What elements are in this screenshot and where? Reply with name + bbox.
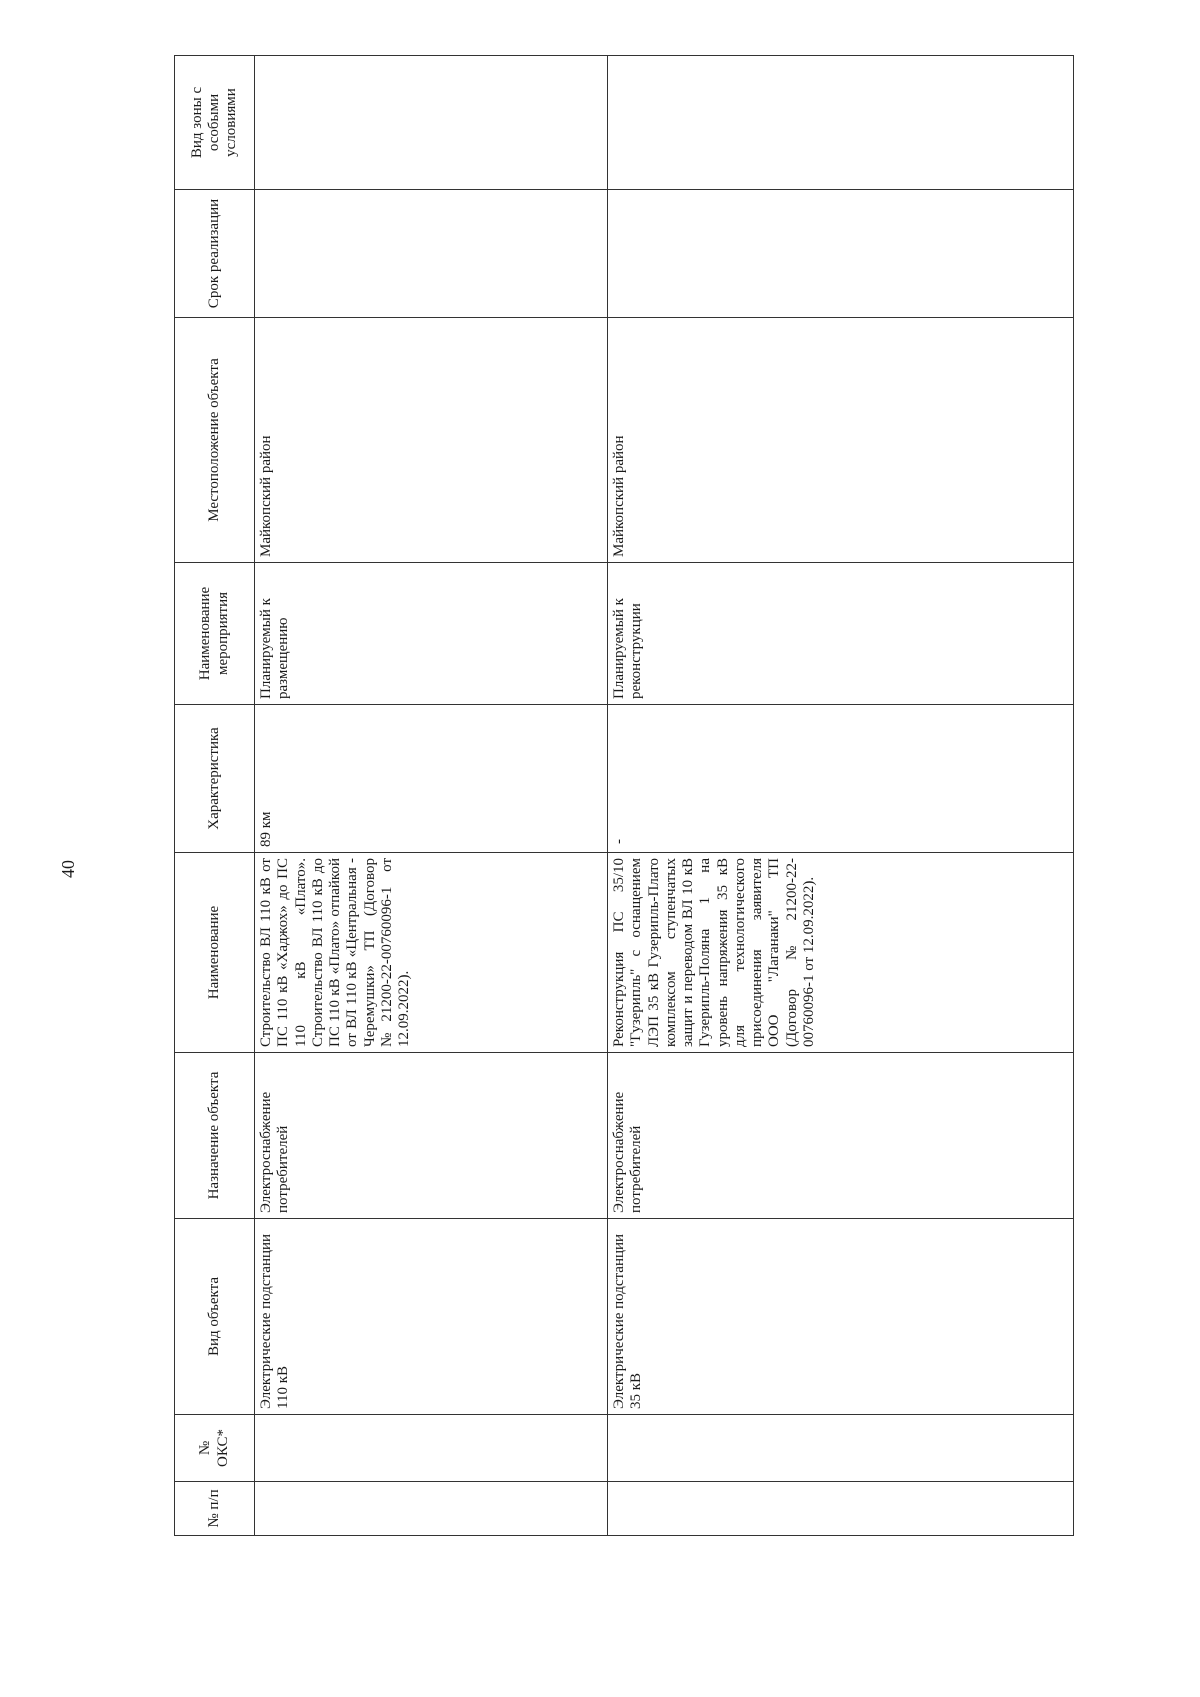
cell-location: Майкопский район bbox=[255, 318, 608, 563]
cell-characteristic: 89 км bbox=[255, 705, 608, 853]
cell-object-type: Электрические подстанции 35 кВ bbox=[608, 1219, 1074, 1415]
cell-location: Майкопский район bbox=[608, 318, 1074, 563]
cell-num bbox=[608, 1482, 1074, 1536]
header-characteristic: Характеристика bbox=[175, 705, 255, 853]
cell-measure: Планируемый к реконструкции bbox=[608, 563, 1074, 705]
header-oks: № ОКС* bbox=[175, 1415, 255, 1482]
header-location: Местоположение объекта bbox=[175, 318, 255, 563]
cell-zone bbox=[608, 56, 1074, 190]
header-measure: Наименование мероприятия bbox=[175, 563, 255, 705]
cell-num bbox=[255, 1482, 608, 1536]
page-number: 40 bbox=[58, 860, 78, 878]
cell-term bbox=[255, 190, 608, 318]
cell-name: Реконструкция ПС 35/10 "Гузерипль" с оснащением ЛЭП 35 кВ Гузерипль-Плато комплексом ступенчатых защит и переводом ВЛ 10 кВ Гузерипль-Поляна 1 на уровень напряжения 35 кВ для технологического присоединения заявителя ООО "Лаганаки" ТП (Договор №21200-22-00760096-1 от 12.09.2022). bbox=[608, 853, 1074, 1053]
header-term: Срок реализации bbox=[175, 190, 255, 318]
cell-object-purpose: Электроснабжение потребителей bbox=[608, 1053, 1074, 1219]
cell-term bbox=[608, 190, 1074, 318]
header-num: № п/п bbox=[175, 1482, 255, 1536]
table-row bbox=[255, 56, 608, 1536]
header-object-purpose: Назначение объекта bbox=[175, 1053, 255, 1219]
cell-measure: Планируемый к размещению bbox=[255, 563, 608, 705]
cell-zone bbox=[255, 56, 608, 190]
cell-object-type: Электрические подстанции 110 кВ bbox=[255, 1219, 608, 1415]
cell-object-purpose: Электроснабжение потребителей bbox=[255, 1053, 608, 1219]
header-name: Наименование bbox=[175, 853, 255, 1053]
cell-characteristic: - bbox=[608, 705, 1074, 853]
cell-name: Строительство ВЛ 110 кВ от ПС 110 кВ «Хаджох» до ПС 110 кВ «Плато». Строительство ВЛ 110 кВ до ПС 110 кВ «Плато» отпайкой от ВЛ 110 кВ «Центральная - Черемушки» ТП (Договор №21200-22-00760096-1 от 12.09.2022). bbox=[255, 853, 608, 1053]
cell-oks bbox=[255, 1415, 608, 1482]
header-object-type: Вид объекта bbox=[175, 1219, 255, 1415]
table-header-row bbox=[175, 56, 255, 1536]
header-zone: Вид зоны с особыми условиями bbox=[175, 56, 255, 190]
cell-oks bbox=[608, 1415, 1074, 1482]
objects-table bbox=[174, 55, 1074, 1536]
rotated-table-container bbox=[174, 86, 1074, 1536]
table-row bbox=[608, 56, 1074, 1536]
